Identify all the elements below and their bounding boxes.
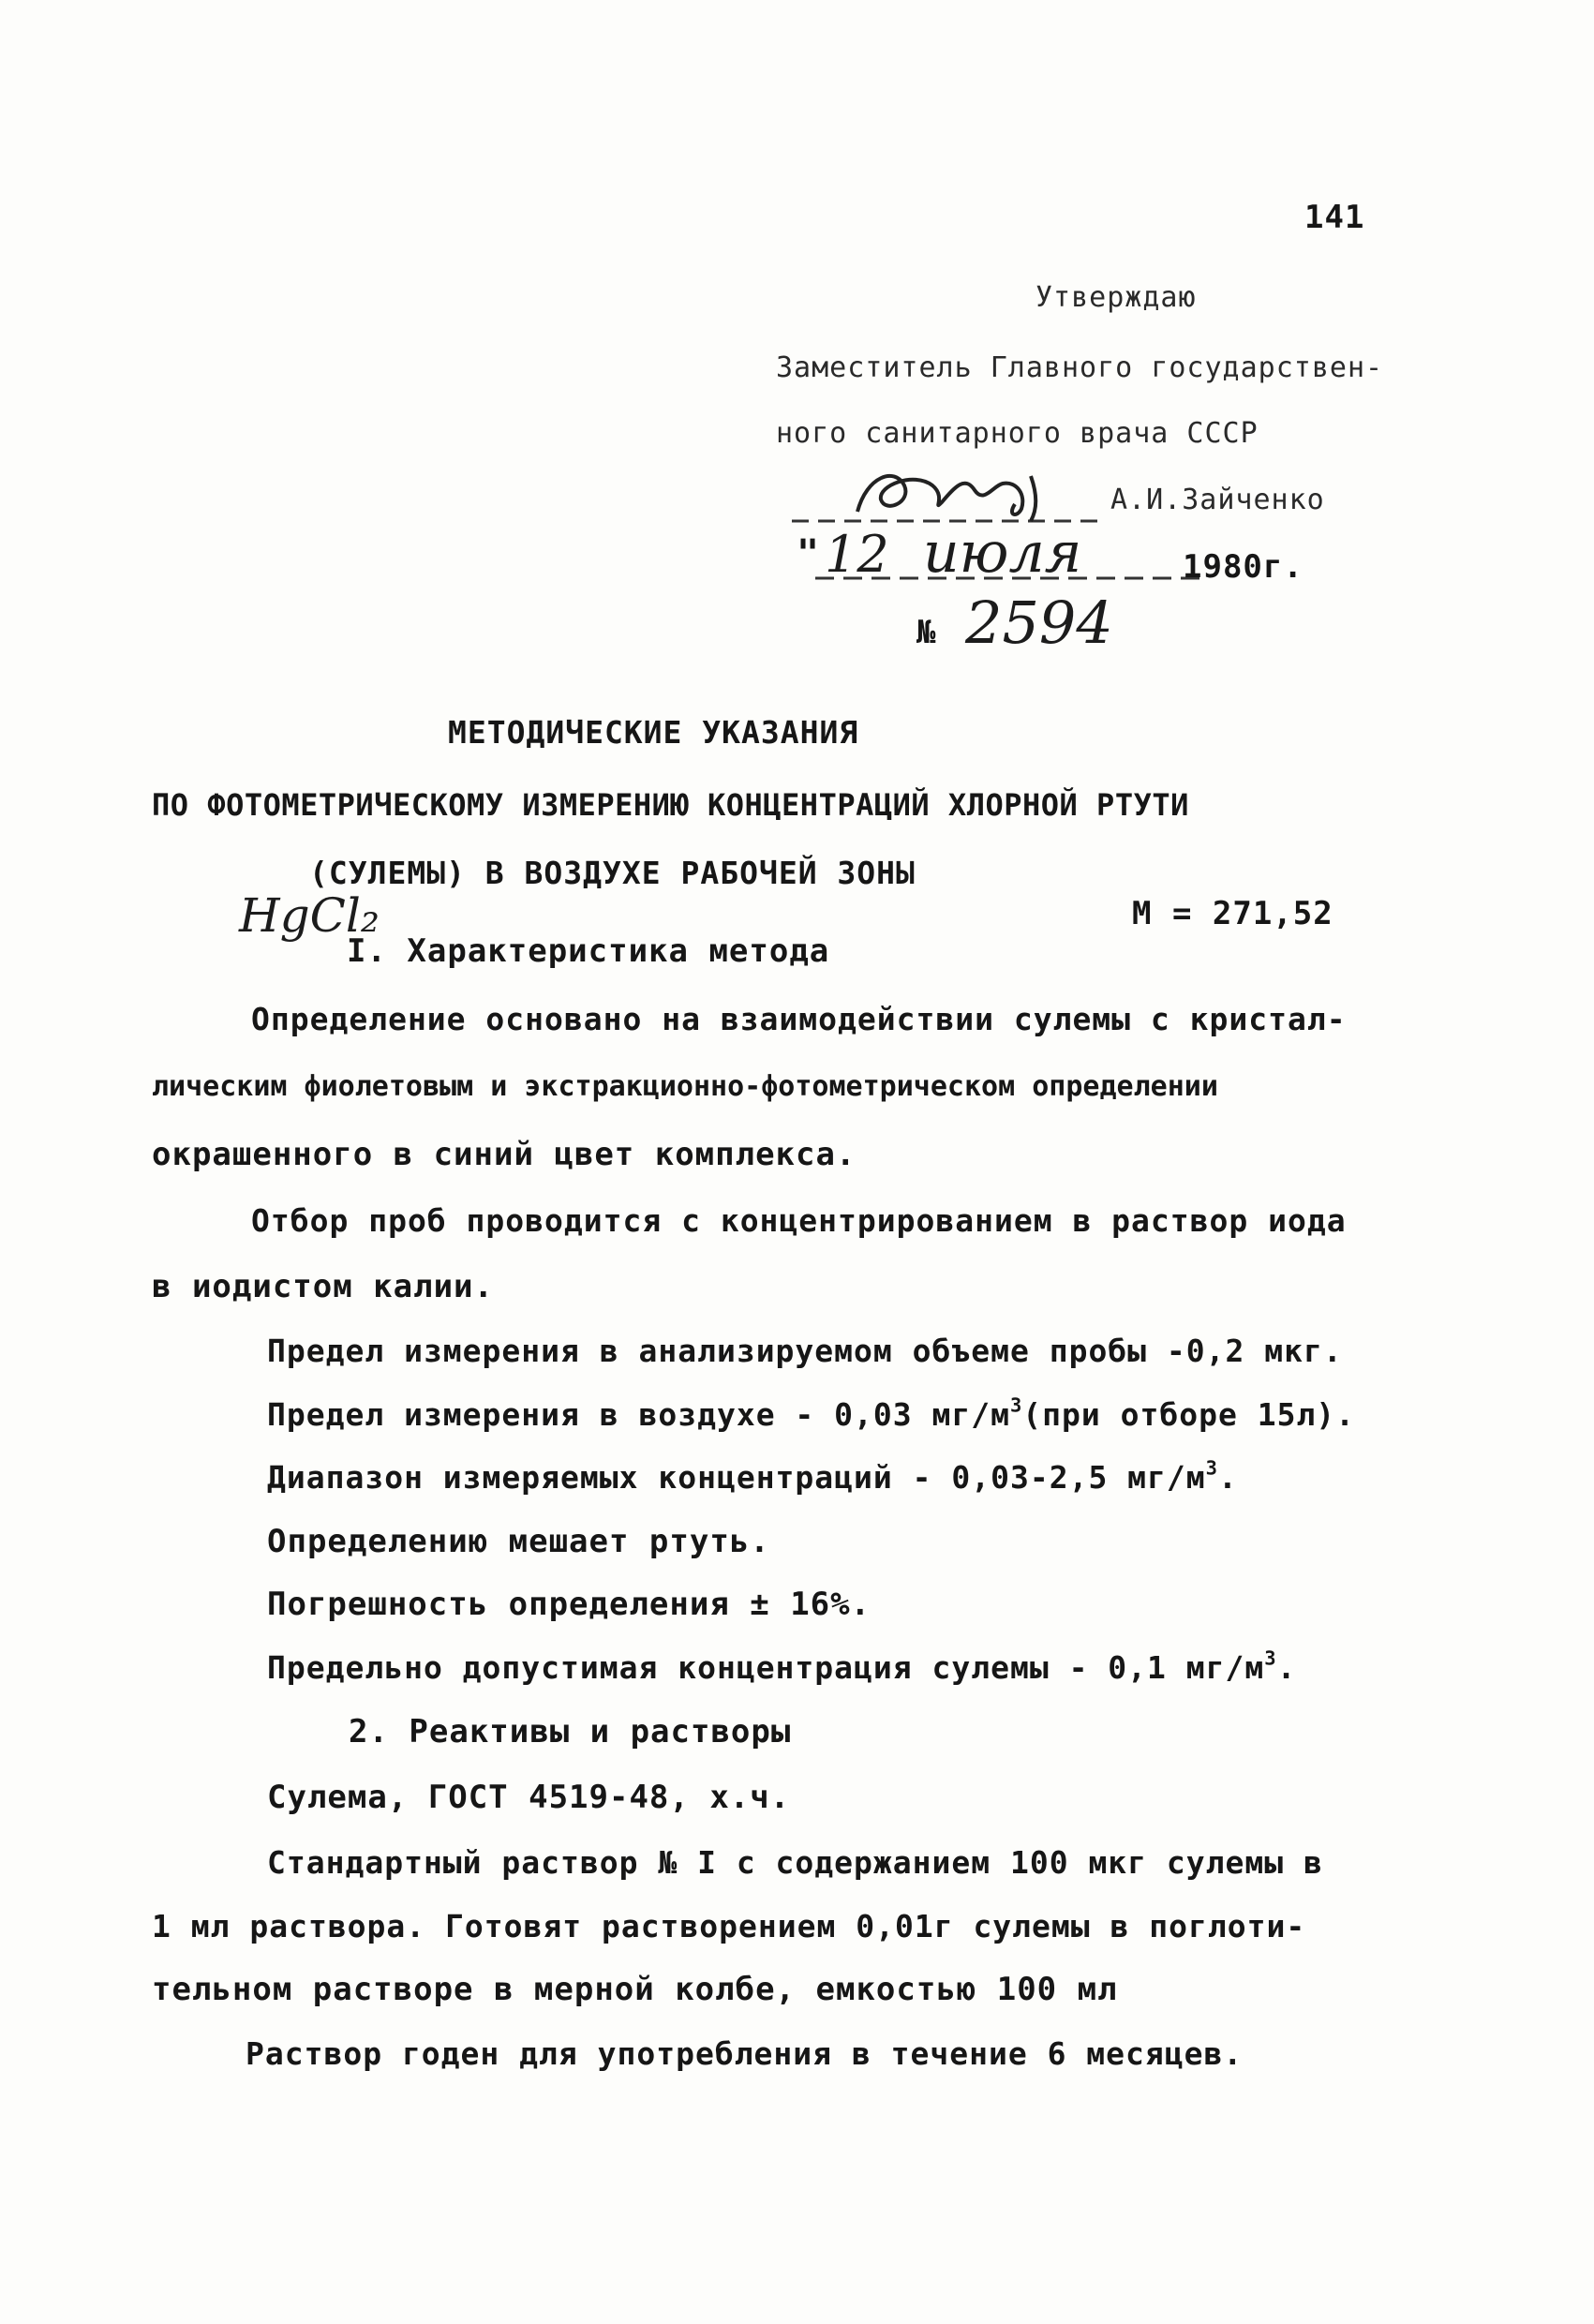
mac-exponent: 3 [1264,1646,1277,1670]
measurement-range [267,1456,1238,1496]
s1-paragraph1-line2: лическим фиолетовым и экстракционно-фотометрическом определении [152,1070,1218,1103]
approved-label: Утверждаю [1035,281,1197,314]
mac-text: Предельно допустимая концентрация сулемы - 0,1 мг/м [267,1649,1265,1686]
approval-number-value: 2594 [965,588,1113,657]
standard-solution-line1: Стандартный раствор № I с содержанием 100 мкг сулемы в [267,1844,1323,1881]
max-allowable-concentration [267,1646,1297,1686]
date-year: 1980г. [1183,548,1304,586]
chemical-formula: HgCl₂ [239,888,380,943]
s1-paragraph2-line2: в иодистом калии. [152,1268,494,1305]
limit-in-sample: Предел измерения в анализируемом объеме пробы -0,2 мкг. [267,1333,1343,1369]
standard-solution-line2: 1 мл раствора. Готовят растворением 0,01г сулемы в поглоти- [152,1908,1306,1944]
measurement-error: Погрешность определения ± 16%. [267,1586,871,1623]
date-month: июля [923,520,1082,586]
reagent-mercuric-chloride: Сулема, ГОСТ 4519-48, х.ч. [267,1779,791,1816]
limit-in-air-exponent: 3 [1009,1393,1023,1417]
document-subtitle-line1: ПО ФОТОМЕТРИЧЕСКОМУ ИЗМЕРЕНИЮ КОНЦЕНТРАЦИЙ ХЛОРНОЙ РТУТИ [152,787,1189,823]
approver-position-line1: Заместитель Главного государствен- [776,351,1384,384]
shelf-life-note: Раствор годен для употребления в течение 6 месяцев. [246,2035,1244,2072]
limit-in-air-text: Предел измерения в воздухе - 0,03 мг/м [267,1396,1010,1433]
molar-mass: М = 271,52 [1132,895,1333,932]
section2-title: 2. Реактивы и растворы [349,1713,792,1750]
measurement-range-text: Диапазон измеряемых концентраций - 0,03-2,5 мг/м [267,1459,1206,1496]
limit-in-air [267,1393,1356,1433]
signatory-name: А.И.Зайченко [1110,484,1325,516]
page-number: 141 [1304,199,1365,236]
document-subtitle-line2: (СУЛЕМЫ) В ВОЗДУХЕ РАБОЧЕЙ ЗОНЫ [309,855,916,891]
document-title: МЕТОДИЧЕСКИЕ УКАЗАНИЯ [448,714,859,751]
measurement-range-end: . [1217,1459,1238,1496]
s1-paragraph1-line3: окрашенного в синий цвет комплекса. [152,1136,857,1173]
interference-note: Определению мешает ртуть. [267,1523,770,1560]
date-open-quote: " [797,532,821,575]
section1-title: I. Характеристика метода [347,932,830,970]
limit-in-air-note: (при отборе 15л). [1022,1396,1356,1433]
s1-paragraph2-line1: Отбор проб проводится с концентрированием в раствор иода [251,1202,1347,1239]
number-sign: № [916,614,937,651]
s1-paragraph1-line1: Определение основано на взаимодействии сулемы с кристал- [251,1001,1347,1037]
date-day: 12 [825,525,889,584]
standard-solution-line3: тельном растворе в мерной колбе, емкостью 100 мл [152,1971,1118,2008]
mac-end: . [1276,1649,1297,1686]
approver-position-line2: ного санитарного врача СССР [776,417,1259,450]
measurement-range-exponent: 3 [1205,1456,1218,1480]
